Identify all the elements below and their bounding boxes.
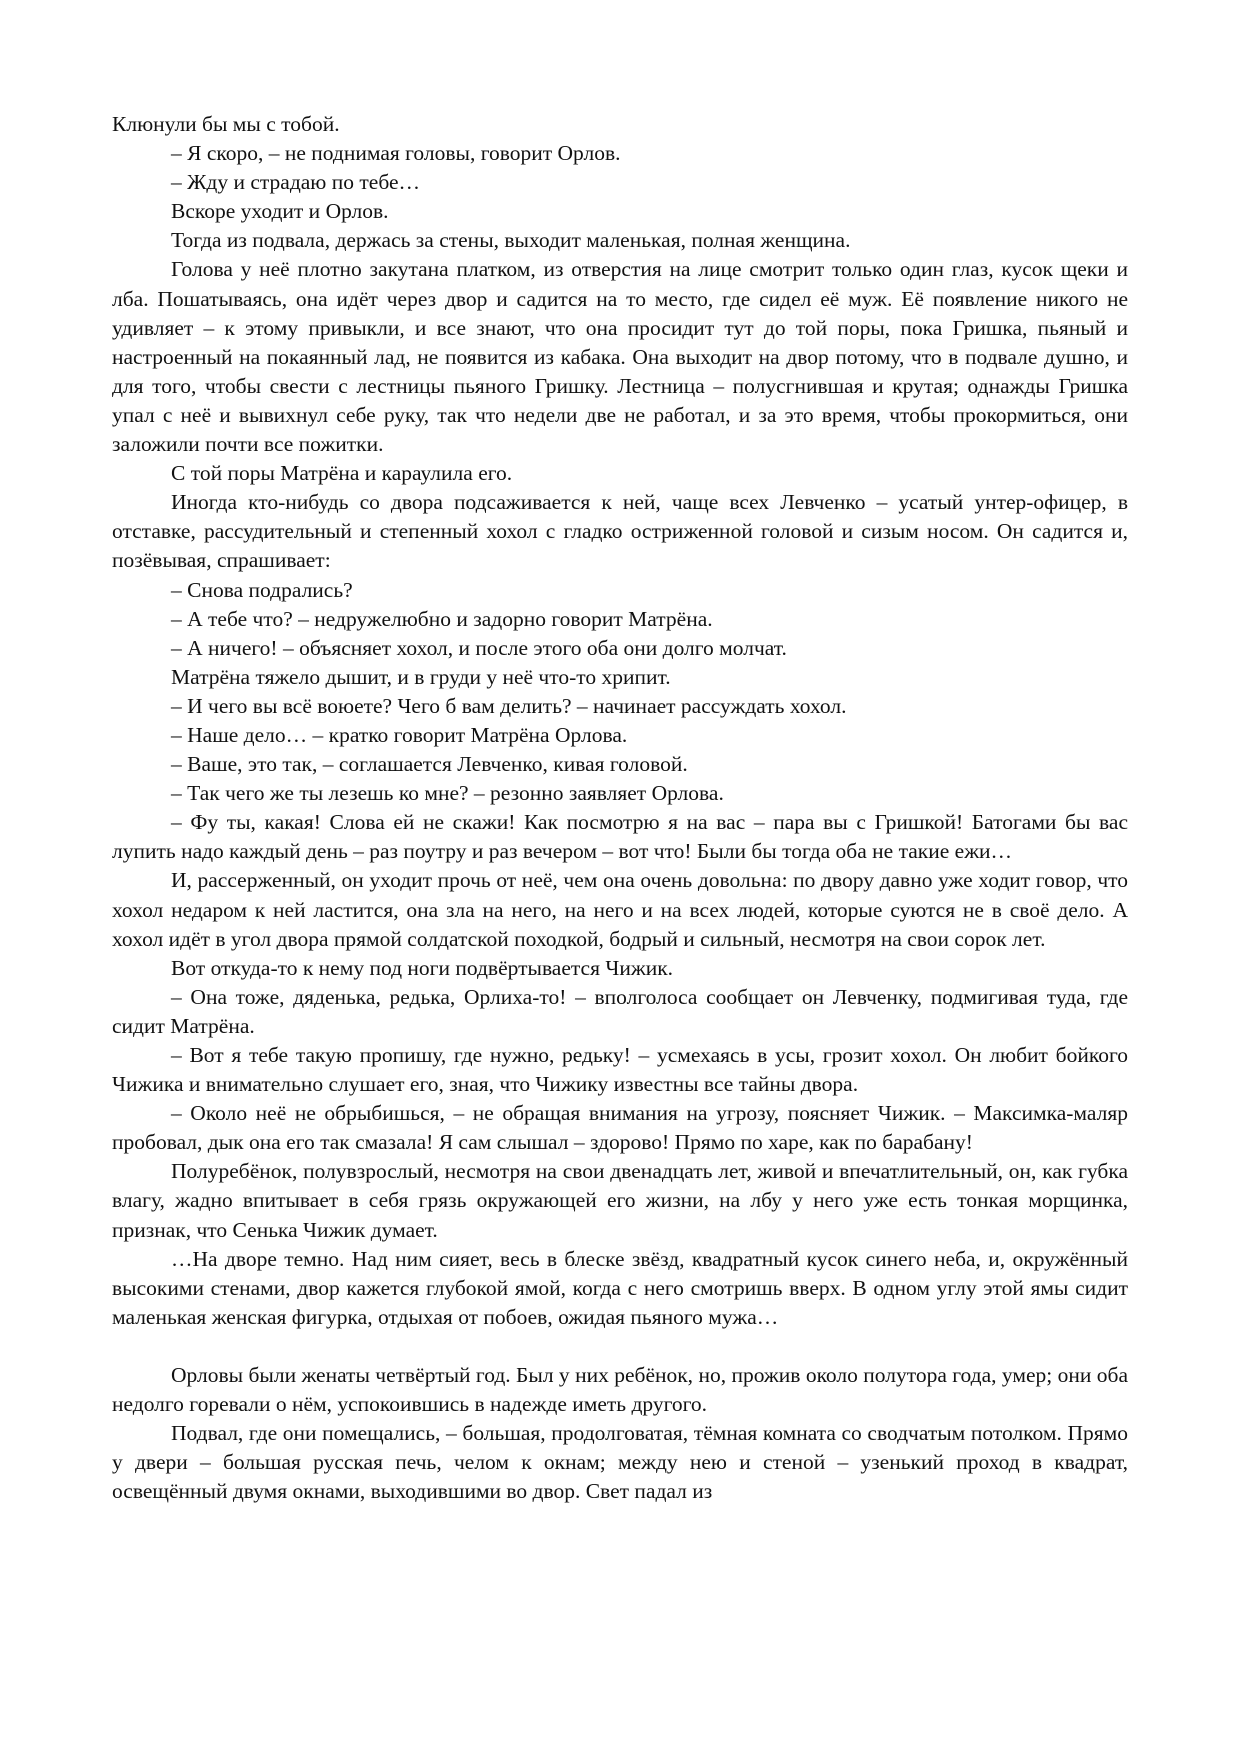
text-section-1 (112, 110, 1128, 1332)
paragraph: – Снова подрались? (171, 577, 353, 602)
paragraph: Матрёна тяжело дышит, и в груди у неё что-то хрипит. (171, 664, 671, 689)
text-section-2 (112, 1361, 1128, 1506)
paragraph: – Она тоже, дяденька, редька, Орлиха-то! – вполголоса сообщает он Левченку, подмигивая туда, где сидит Матрёна. (112, 984, 1128, 1038)
paragraph: Вот откуда-то к нему под ноги подвёртывается Чижик. (171, 955, 674, 980)
paragraph: – А тебе что? – недружелюбно и задорно говорит Матрёна. (171, 606, 713, 631)
paragraph: – Так чего же ты лезешь ко мне? – резонно заявляет Орлова. (171, 781, 724, 806)
section-break (112, 1332, 1128, 1361)
paragraph: – А ничего! – объясняет хохол, и после этого оба они долго молчат. (171, 635, 787, 660)
paragraph: Полуребёнок, полувзрослый, несмотря на свои двенадцать лет, живой и впечатлительный, он, как губка влагу, жадно впитывает в себя грязь окружающей его жизни, на лбу у него уже есть тонкая морщинка, признак, что Сенька Чижик думает. (112, 1159, 1128, 1242)
paragraph: Подвал, где они помещались, – большая, продолговатая, тёмная комната со сводчатым потолком. Прямо у двери – большая русская печь, челом к окнам; между нею и стеной – узенький проход в квадрат, освещённый двумя окнами, выходившими во двор. Свет падал из (112, 1421, 1128, 1504)
document-page (112, 110, 1128, 1506)
paragraph: – Жду и страдаю по тебе… (171, 170, 421, 195)
paragraph: …На дворе темно. Над ним сияет, весь в блеске звёзд, квадратный кусок синего неба, и, окружённый высокими стенами, двор кажется глубокой ямой, когда с него смотришь вверх. В одном углу этой ямы сидит маленькая женская фигурка, отдыхая от побоев, ожидая пьяного мужа… (112, 1246, 1128, 1329)
paragraph: – Около неё не обрыбишься, – не обращая внимания на угрозу, поясняет Чижик. – Максимка-маляр пробовал, дык она его так смазала! Я сам слышал – здорово! Прямо по харе, как по барабану! (112, 1101, 1128, 1155)
paragraph: – И чего вы всё воюете? Чего б вам делить? – начинает рассуждать хохол. (171, 693, 847, 718)
paragraph: Иногда кто-нибудь со двора подсаживается к ней, чаще всех Левченко – усатый унтер-офицер, в отставке, рассудительный и степенный хохол с гладко остриженной головой и сизым носом. Он садится и, позёвывая, спрашивает: (112, 490, 1128, 573)
paragraph: С той поры Матрёна и караулила его. (171, 461, 513, 486)
paragraph: Клюнули бы мы с тобой. (112, 112, 340, 136)
paragraph: – Ваше, это так, – соглашается Левченко, кивая головой. (171, 752, 688, 777)
paragraph: Голова у неё плотно закутана платком, из отверстия на лице смотрит только один глаз, кусок щеки и лба. Пошатываясь, она идёт через двор и садится на то место, где сидел её муж. Её появление никого не удивляет – к этому привыкли, и все знают, что она просидит тут до той поры, пока Гришка, пьяный и настроенный на покаянный лад, не появится из кабака. Она выходит на двор потому, что в подвале душно, и для того, чтобы свести с лестницы пьяного Гришку. Лестница – полусгнившая и крутая; однажды Гришка упал с неё и вывихнул себе руку, так что недели две не работал, и за это время, чтобы прокормиться, они заложили почти все пожитки. (112, 257, 1128, 457)
paragraph: – Я скоро, – не поднимая головы, говорит Орлов. (171, 141, 621, 166)
paragraph: Вскоре уходит и Орлов. (171, 199, 389, 224)
paragraph: – Наше дело… – кратко говорит Матрёна Орлова. (171, 722, 628, 747)
paragraph: – Фу ты, какая! Слова ей не скажи! Как посмотрю я на вас – пара вы с Гришкой! Батогами бы вас лупить надо каждый день – раз поутру и раз вечером – вот что! Были бы тогда оба не такие ежи… (112, 810, 1128, 864)
paragraph: Орловы были женаты четвёртый год. Был у них ребёнок, но, прожив около полутора года, умер; они оба недолго горевали о нём, успокоившись в надежде иметь другого. (112, 1362, 1128, 1417)
paragraph: И, рассерженный, он уходит прочь от неё, чем она очень довольна: по двору давно уже ходит говор, что хохол недаром к ней ластится, она зла на него, на него и на всех людей, которые суются не в своё дело. А хохол идёт в угол двора прямой солдатской походкой, бодрый и сильный, несмотря на свои сорок лет. (112, 868, 1128, 951)
paragraph: – Вот я тебе такую пропишу, где нужно, редьку! – усмехаясь в усы, грозит хохол. Он любит бойкого Чижика и внимательно слушает его, зная, что Чижику известны все тайны двора. (112, 1043, 1128, 1097)
paragraph: Тогда из подвала, держась за стены, выходит маленькая, полная женщина. (171, 228, 851, 253)
